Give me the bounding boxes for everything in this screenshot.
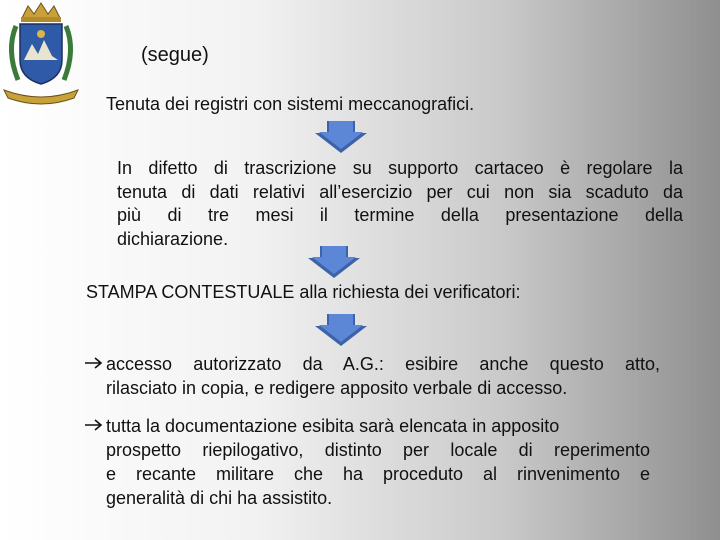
- bullet-rest-line: prospetto riepilogativo, distinto per locale di reperimento: [106, 440, 650, 460]
- intro-heading: Tenuta dei registri con sistemi meccanografici.: [106, 94, 475, 114]
- paragraph-line: tenuta di dati relativi all’esercizio per cui non sia scaduto da: [117, 181, 683, 202]
- paragraph-line: In difetto di trascrizione su supporto cartaceo è regolare la: [117, 158, 683, 178]
- down-arrow-icon: [306, 245, 362, 279]
- right-arrow-icon: [84, 414, 106, 438]
- bullet-documentation: [84, 414, 650, 510]
- paragraph-line: più di tre mesi il termine della presentazione della: [117, 205, 683, 225]
- right-arrow-icon: [84, 352, 106, 376]
- bullet-rest-text: rilasciato in copia, e redigere apposito verbale di accesso.: [106, 378, 568, 398]
- down-arrow-icon: [313, 313, 369, 347]
- down-arrow-icon: [313, 120, 369, 154]
- coat-of-arms-emblem: [0, 0, 82, 108]
- bullet-rest-line: e recante militare che ha proceduto al rinvenimento e: [106, 464, 650, 484]
- bullet-access: [84, 352, 660, 400]
- bullet-lead-text: accesso autorizzato da A.G.: esibire anche questo atto,: [106, 354, 660, 374]
- bullet-rest-line: generalità di chi ha assistito.: [106, 488, 333, 508]
- retention-paragraph: [117, 157, 683, 251]
- continued-label: (segue): [141, 44, 209, 66]
- paragraph-line: dichiarazione.: [117, 228, 229, 249]
- bullet-lead-text: tutta la documentazione esibita sarà elencata in apposito: [106, 416, 560, 436]
- stampa-heading: STAMPA CONTESTUALE alla richiesta dei verificatori:: [86, 282, 521, 302]
